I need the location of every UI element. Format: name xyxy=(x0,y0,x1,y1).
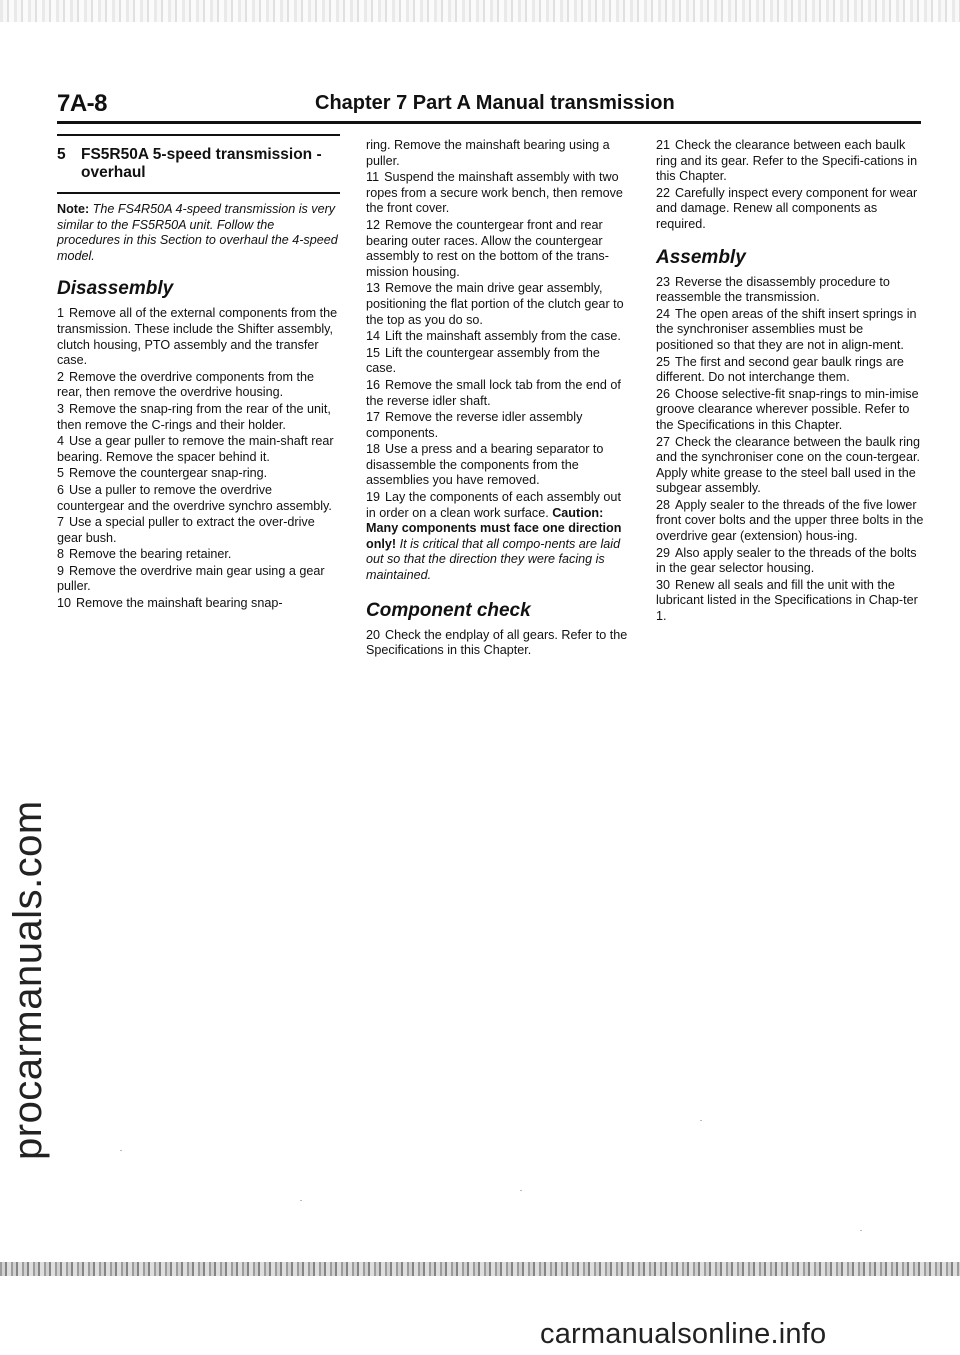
page-number: 7A-8 xyxy=(57,90,108,117)
step-23: 23 Reverse the disassembly procedure to reassemble the transmission. xyxy=(656,274,890,305)
section-number: 5 xyxy=(57,146,66,163)
step-29: 29 Also apply sealer to the threads of the bolts in the gear selector housing. xyxy=(656,545,917,576)
column-right xyxy=(656,138,924,626)
scan-speck xyxy=(700,1120,702,1121)
step-5: 5 Remove the countergear snap-ring. xyxy=(57,466,268,481)
step-27: 27 Check the clearance between the baulk ring and the synchroniser cone on the coun-tergear. Apply white grease to the steel ball used in the subgear assembly. xyxy=(656,434,921,496)
step-3: 3 Remove the snap-ring from the rear of the unit, then remove the C-rings and their holder. xyxy=(57,401,331,432)
step-17: 17 Remove the reverse idler assembly components. xyxy=(366,410,583,440)
step-28: 28 Apply sealer to the threads of the five lower front cover bolts and the upper three bolts in the overdrive gear (extension) hous-ing. xyxy=(656,497,924,544)
step-7: 7 Use a special puller to extract the over-drive gear bush. xyxy=(57,515,315,545)
note xyxy=(57,202,340,264)
step-9: 9 Remove the overdrive main gear using a gear puller. xyxy=(57,563,325,594)
column-middle xyxy=(366,138,631,660)
caution-text: Caution: Many components must face one direction only! xyxy=(366,505,622,551)
scan-speck xyxy=(860,1230,862,1231)
step-11: 11 Suspend the mainshaft assembly with two ropes from a secure work bench, then remove the front cover. xyxy=(366,170,623,216)
side-watermark: procarmanuals.com xyxy=(6,800,50,1160)
header-rule xyxy=(57,121,921,124)
step-16: 16 Remove the small lock tab from the end of the reverse idler shaft. xyxy=(366,377,621,408)
step-6: 6 Use a puller to remove the overdrive countergear and the overdrive synchro assembly. xyxy=(57,482,332,513)
scan-bottom-band xyxy=(0,1262,960,1276)
step-12: 12 Remove the countergear front and rear bearing outer races. Allow the countergear assembly to rest on the bottom of the trans-mission housing. xyxy=(366,217,609,279)
step-21: 21 Check the clearance between each baulk ring and its gear. Refer to the Specifi-cations in this Chapter. xyxy=(656,138,918,184)
heading-disassembly: Disassembly xyxy=(57,278,174,300)
step-14: 14 Lift the mainshaft assembly from the case. xyxy=(366,329,621,344)
heading-assembly: Assembly xyxy=(656,246,746,268)
step-18: 18 Use a press and a bearing separator to disassemble the components from the assemblies you have removed. xyxy=(366,442,604,488)
step-13: 13 Remove the main drive gear assembly, positioning the flat portion of the clutch gear to the top as you do so. xyxy=(366,281,624,327)
step-25: 25 The first and second gear baulk rings are different. Do not interchange them. xyxy=(656,354,904,385)
step-8: 8 Remove the bearing retainer. xyxy=(57,547,232,562)
scan-speck xyxy=(300,1200,302,1201)
step-10: 10 Remove the mainshaft bearing snap- xyxy=(57,596,283,611)
step-1: 1 Remove all of the external components from the transmission. These include the Shifter assembly, clutch housing, PTO assembly and the transfer case. xyxy=(57,306,338,368)
note-label: Note: xyxy=(57,202,90,216)
scan-top-band xyxy=(0,0,960,22)
section-title: FS5R50A 5-speed transmission - overhaul xyxy=(81,146,322,181)
scan-speck xyxy=(520,1190,522,1191)
step-30: 30 Renew all seals and fill the unit with the lubricant listed in the Specifications in Chap-ter 1. xyxy=(656,577,918,624)
page-header xyxy=(57,88,917,122)
step-10-continued: ring. Remove the mainshaft bearing using a puller. xyxy=(366,138,610,168)
step-20: 20 Check the endplay of all gears. Refer to the Specifications in this Chapter. xyxy=(366,627,628,658)
note-text: The FS4R50A 4-speed transmission is very similar to the FS5R50A unit. Follow the procedures in this Section to overhaul the 4-speed model. xyxy=(57,202,338,263)
step-22: 22 Carefully inspect every component for wear and damage. Renew all components as required. xyxy=(656,185,918,231)
step-26: 26 Choose selective-fit snap-rings to min-imise groove clearance wherever possible. Refer to the Specifications in this Chapter. xyxy=(656,386,919,432)
step-24: 24 The open areas of the shift insert springs in the synchroniser assemblies must be positioned so that they are not in align-ment. xyxy=(656,306,917,352)
section-heading xyxy=(57,134,340,194)
step-4: 4 Use a gear puller to remove the main-shaft rear bearing. Remove the spacer behind it. xyxy=(57,434,334,464)
step-15: 15 Lift the countergear assembly from the case. xyxy=(366,345,600,376)
heading-component-check: Component check xyxy=(366,599,531,621)
bottom-watermark: carmanualsonline.info xyxy=(540,1318,827,1350)
column-left xyxy=(57,134,340,613)
chapter-title: Chapter 7 Part A Manual transmission xyxy=(315,92,675,114)
step-19: 19 Lay the components of each assembly out in order on a clean work surface. Caution: Many components must face one direction only! It is critical that all compo-nents are laid out so that the direction they were facing is maintained. xyxy=(366,490,622,583)
step-2: 2 Remove the overdrive components from the rear, then remove the overdrive housing. xyxy=(57,369,315,400)
